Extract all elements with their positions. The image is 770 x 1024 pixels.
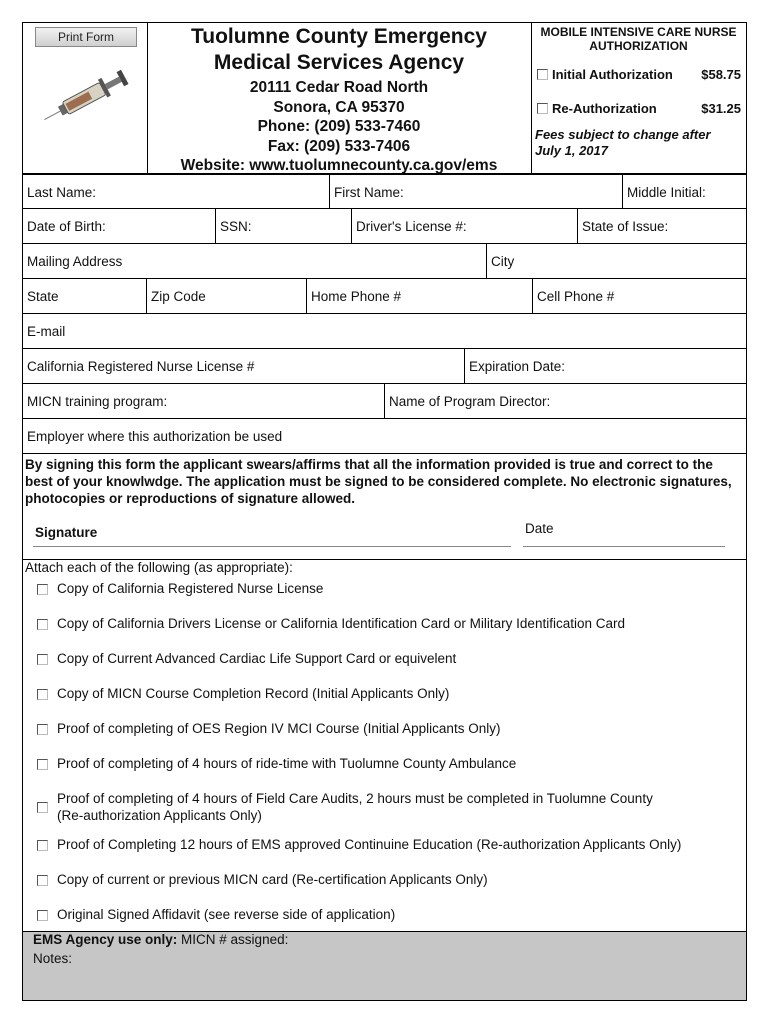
employer-field[interactable]: Employer where this authorization be used xyxy=(27,429,283,444)
name-row xyxy=(22,174,747,209)
agency-address: 20111 Cedar Road North xyxy=(249,79,429,96)
header-logo-box xyxy=(22,22,148,174)
address-row xyxy=(22,244,747,279)
signature-block xyxy=(22,454,747,560)
agency-city: Sonora, CA 95370 xyxy=(273,98,405,116)
agency-phone: Phone: (209) 533-7460 xyxy=(257,118,421,135)
email-row xyxy=(22,314,747,349)
middle-initial-field[interactable]: Middle Initial: xyxy=(622,175,748,208)
attachment-checkbox[interactable] xyxy=(37,910,48,921)
cell-phone-field[interactable]: Cell Phone # xyxy=(532,279,748,313)
reauthorization-checkbox[interactable] xyxy=(537,103,548,114)
attachment-label-multiline xyxy=(57,790,653,824)
city-field[interactable]: City xyxy=(486,244,748,278)
attachment-item xyxy=(37,755,516,772)
first-name-field[interactable]: First Name: xyxy=(329,175,622,208)
reauthorization-option[interactable] xyxy=(537,101,741,116)
option-price: $31.25 xyxy=(701,101,741,116)
state-field[interactable]: State xyxy=(27,289,59,304)
agency-website: Website: www.tuolumnecounty.ca.gov/ems xyxy=(180,157,498,174)
attachment-item xyxy=(37,906,395,923)
ssn-field[interactable]: SSN: xyxy=(215,209,351,243)
attachment-checkbox[interactable] xyxy=(37,689,48,700)
micn-program-field[interactable]: MICN training program: xyxy=(27,394,168,409)
option-price: $58.75 xyxy=(701,67,741,82)
attachment-checkbox[interactable] xyxy=(37,759,48,770)
agency-use-label: EMS Agency use only: xyxy=(33,932,178,947)
attachment-label: Copy of California Registered Nurse License xyxy=(57,581,324,596)
print-form-button[interactable]: Print Form xyxy=(35,27,137,47)
attachment-label: Proof of completing of OES Region IV MCI Course (Initial Applicants Only) xyxy=(57,721,501,736)
agency-fax: Fax: (209) 533-7406 xyxy=(267,137,411,155)
signature-statement: By signing this form the applicant swears/affirms that all the information provided is true and correct to the best of your knowlwdge. The application must be signed to be considered complete. No electronic signatures, photocopies or reproductions of signature allowed. xyxy=(25,457,732,506)
attachment-label: Copy of Current Advanced Cardiac Life Support Card or equivelent xyxy=(57,651,457,666)
attachment-label: Copy of current or previous MICN card (Re-certification Applicants Only) xyxy=(57,872,488,887)
attachment-checkbox[interactable] xyxy=(37,654,48,665)
attachment-item xyxy=(37,615,625,632)
attachment-item xyxy=(37,871,488,888)
attachment-item xyxy=(37,836,681,853)
option-label: Re-Authorization xyxy=(552,101,657,116)
attachment-checkbox[interactable] xyxy=(37,840,48,851)
fees-note xyxy=(535,127,711,159)
attachment-label: Original Signed Affidavit (see reverse side of application) xyxy=(57,907,396,922)
attachment-label: Proof of Completing 12 hours of EMS approved Continuine Education (Re-authorization Applicants Only) xyxy=(57,837,682,852)
attachment-checkbox[interactable] xyxy=(37,619,48,630)
zip-field[interactable]: Zip Code xyxy=(146,279,306,313)
home-phone-field[interactable]: Home Phone # xyxy=(306,279,532,313)
program-row xyxy=(22,384,747,419)
notes-label: Notes: xyxy=(33,951,73,966)
micn-assigned-label: MICN # assigned: xyxy=(181,932,289,947)
date-label: Date xyxy=(525,521,554,536)
signature-line[interactable] xyxy=(33,546,511,547)
attachment-label: Proof of completing of 4 hours of ride-time with Tuolumne County Ambulance xyxy=(57,756,517,771)
authorization-title: MOBILE INTENSIVE CARE NURSE AUTHORIZATION xyxy=(540,25,737,53)
date-line[interactable] xyxy=(523,546,725,547)
state-of-issue-field[interactable]: State of Issue: xyxy=(577,209,748,243)
attachment-checkbox[interactable] xyxy=(37,724,48,735)
attachment-label-cont: (Re-authorization Applicants Only) xyxy=(57,808,262,823)
attachment-checkbox[interactable] xyxy=(37,584,48,595)
email-field[interactable]: E-mail xyxy=(27,324,66,339)
syringe-icon xyxy=(35,53,135,143)
agency-title-line2: Medical Services Agency xyxy=(213,51,465,74)
signature-label: Signature xyxy=(35,525,98,540)
agency-use-box xyxy=(22,931,747,1001)
agency-info xyxy=(147,22,532,174)
attachment-label: Copy of MICN Course Completion Record (Initial Applicants Only) xyxy=(57,686,450,701)
expiration-date-field[interactable]: Expiration Date: xyxy=(464,349,748,383)
initial-authorization-checkbox[interactable] xyxy=(537,69,548,80)
attachments-section xyxy=(22,559,747,932)
attachments-title: Attach each of the following (as appropriate): xyxy=(25,560,293,575)
attachment-label: Proof of completing of 4 hours of Field Care Audits, 2 hours must be completed in Tuolumne County xyxy=(57,791,653,806)
attachment-item xyxy=(37,685,449,702)
dob-field[interactable]: Date of Birth: xyxy=(27,219,106,234)
attachment-item xyxy=(37,580,323,597)
id-row xyxy=(22,209,747,244)
attachment-checkbox[interactable] xyxy=(37,875,48,886)
agency-title-line1: Tuolumne County Emergency xyxy=(191,25,487,48)
fees-note-line1: Fees subject to change after xyxy=(535,127,711,142)
drivers-license-field[interactable]: Driver's License #: xyxy=(351,209,577,243)
rn-license-field[interactable]: California Registered Nurse License # xyxy=(27,359,255,374)
employer-row xyxy=(22,419,747,454)
last-name-field[interactable]: Last Name: xyxy=(27,185,97,200)
option-label: Initial Authorization xyxy=(552,67,673,82)
attachment-item xyxy=(37,720,500,737)
mailing-address-field[interactable]: Mailing Address xyxy=(27,254,123,269)
attachment-item xyxy=(37,650,456,667)
program-director-field[interactable]: Name of Program Director: xyxy=(384,384,748,418)
contact-row xyxy=(22,279,747,314)
fees-note-line2: July 1, 2017 xyxy=(535,143,608,158)
license-row xyxy=(22,349,747,384)
attachment-label: Copy of California Drivers License or California Identification Card or Military Identification Card xyxy=(57,616,625,631)
initial-authorization-option[interactable] xyxy=(537,67,741,82)
agency-use-line xyxy=(33,932,288,947)
attachment-item xyxy=(37,790,653,824)
attachment-checkbox[interactable] xyxy=(37,802,48,813)
authorization-box xyxy=(531,22,747,174)
